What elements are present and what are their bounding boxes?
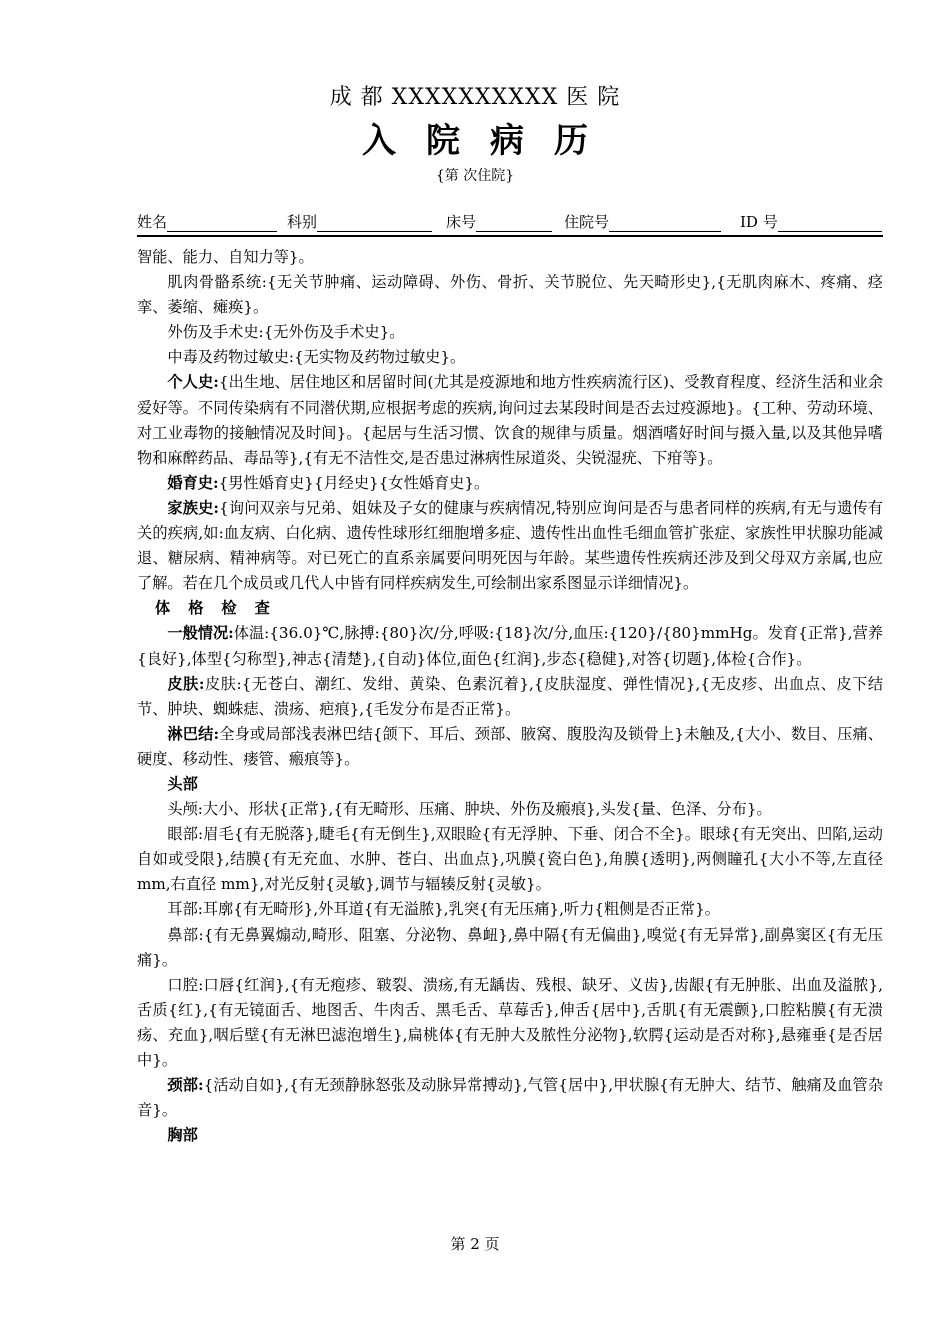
paragraph-continued: 智能、能力、自知力等}。 [137,248,314,266]
record-body [137,245,883,1148]
marital-history-label: 婚育史: [167,473,219,492]
dept-label: 科别 [287,213,318,231]
inpatient-no-label: 住院号 [564,213,610,231]
paragraph-musculoskeletal: 肌肉骨骼系统:{无关节肿痛、运动障碍、外伤、骨折、关节脱位、先天畸形史},{无肌肉麻木、疼痛、痉挛、萎缩、瘫痪}。 [137,273,883,317]
skin-text: 皮肤:{无苍白、潮红、发绀、黄染、色素沉着},{皮肤湿度、弹性情况},{无皮疹、出血点、皮下结节、肿块、蜘蛛痣、溃疡、疤痕},{毛发分布是否正常}。 [137,674,884,718]
general-label: 一般情况: [167,624,234,643]
admission-count: {第 次住院} [435,168,515,184]
lymph-text: 全身或局部浅表淋巴结{颌下、耳后、颈部、腋窝、腹股沟及锁骨上}未触及,{大小、数目、压痛、硬度、移动性、瘘管、瘢痕等}。 [137,724,883,768]
paragraph-ear: 耳部:耳廓{有无畸形},外耳道{有无溢脓},乳突{有无压痛},听力{粗侧是否正常}。 [167,900,720,919]
family-history-label: 家族史: [167,498,220,517]
dept-field[interactable] [287,211,432,232]
hospital-name: 成 都 XXXXXXXXXX 医 院 [329,85,621,110]
page-number: 第 2 页 [450,1235,500,1253]
name-label: 姓名 [137,213,168,231]
id-field[interactable] [740,211,882,232]
paragraph-skin [137,672,883,722]
patient-info-row [137,209,883,237]
paragraph-allergy: 中毒及药物过敏史:{无实物及药物过敏史}。 [167,348,466,367]
paragraph-general [137,621,883,671]
id-label: ID 号 [740,213,778,231]
paragraph-marital-history [137,471,883,496]
paragraph-trauma-surgery: 外伤及手术史:{无外伤及手术史}。 [167,323,405,342]
bed-label: 床号 [446,213,477,231]
paragraph-family-history [137,496,883,596]
inpatient-no-field[interactable] [564,211,721,232]
head-heading: 头部 [167,774,198,793]
paragraph-mouth: 口腔:口唇{红润},{有无疱疹、皲裂、溃疡,有无龋齿、残根、缺牙、义齿},齿龈{有无肿胀、出血及溢脓},舌质{红},{有无镜面舌、地图舌、牛肉舌、黑毛舌、草莓舌},伸舌{居中},舌肌{有无震颤},口腔粘膜{有无溃疡、充血},咽后壁{有无淋巴滤泡增生},扁桃体{有无肿大及脓性分泌物},软腭{运动是否对称},悬雍垂{是否居中}。 [137,975,883,1069]
paragraph-skull: 头颅:大小、形状{正常},{有无畸形、压痛、肿块、外伤及瘢痕},头发{量、色泽、分布}。 [167,800,772,819]
name-field[interactable] [137,211,277,232]
marital-history-text: {男性婚育史}{月经史}{女性婚育史}。 [218,473,490,492]
skin-label: 皮肤: [167,674,205,693]
personal-history-label: 个人史: [167,373,219,392]
chest-heading: 胸部 [167,1126,198,1145]
paragraph-eye: 眼部:眉毛{有无脱落},睫毛{有无倒生},双眼睑{有无浮肿、下垂、闭合不全}。眼球{有无突出、凹陷,运动自如或受限},结膜{有无充血、水肿、苍白、出血点},巩膜{瓷白色},角膜{透明},两侧瞳孔{大小不等,左直径 mm,右直径 mm},对光反射{灵敏},调节与辐辏反射{灵敏}。 [137,825,883,894]
bed-field[interactable] [446,211,552,232]
family-history-text: {询问双亲与兄弟、姐妹及子女的健康与疾病情况,特别应询问是否与患者同样的疾病,有无与遗传有关的疾病,如:血友病、白化病、遗传性球形红细胞增多症、遗传性出血性毛细血管扩张症、家族性甲状腺功能减退、糖尿病、精神病等。对已死亡的直系亲属要问明死因与年龄。某些遗传性疾病还涉及到父母双方亲属,也应了解。若在几个成员或几代人中皆有同样疾病发生,可绘制出家系图显示详细情况}。 [137,498,883,593]
general-text: 体温:{36.0}℃,脉搏:{80}次/分,呼吸:{18}次/分,血压:{120}/{80}mmHg。发育{正常},营养{良好},体型{匀称型},神志{清楚},{自动}体位,面色{红润},步态{稳健},对答{切题},体检{合作}。 [137,624,884,668]
section-title-physical-exam: 体格检查 [155,599,288,618]
paragraph-nose: 鼻部:{有无鼻翼煽动,畸形、阻塞、分泌物、鼻衄},鼻中隔{有无偏曲},嗅觉{有无异常},副鼻窦区{有无压痛}。 [137,925,883,969]
neck-label: 颈部: [167,1076,204,1095]
document-title: 入院病历 [362,121,618,161]
personal-history-text: {出生地、居住地区和居留时间(尤其是疫源地和地方性疾病流行区)、受教育程度、经济生活和业余爱好等。不同传染病有不同潜伏期,应根据考虑的疾病,询问过去某段时间是否去过疫源地}。{工种、劳动环境、对工业毒物的接触情况及时间}。{起居与生活习惯、饮食的规律与质量。烟酒嗜好时间与摄入量,以及其他异嗜物和麻醉药品、毒品等},{有无不洁性交,是否患过淋病性尿道炎、尖锐湿疣、下疳等}。 [137,373,884,467]
lymph-label: 淋巴结: [167,724,220,743]
neck-text: {活动自如},{有无颈静脉怒张及动脉异常搏动},气管{居中},甲状腺{有无肿大、结节、触痛及血管杂音}。 [137,1076,884,1120]
paragraph-neck [137,1073,883,1123]
paragraph-personal-history [137,370,883,470]
paragraph-lymph [137,722,883,772]
